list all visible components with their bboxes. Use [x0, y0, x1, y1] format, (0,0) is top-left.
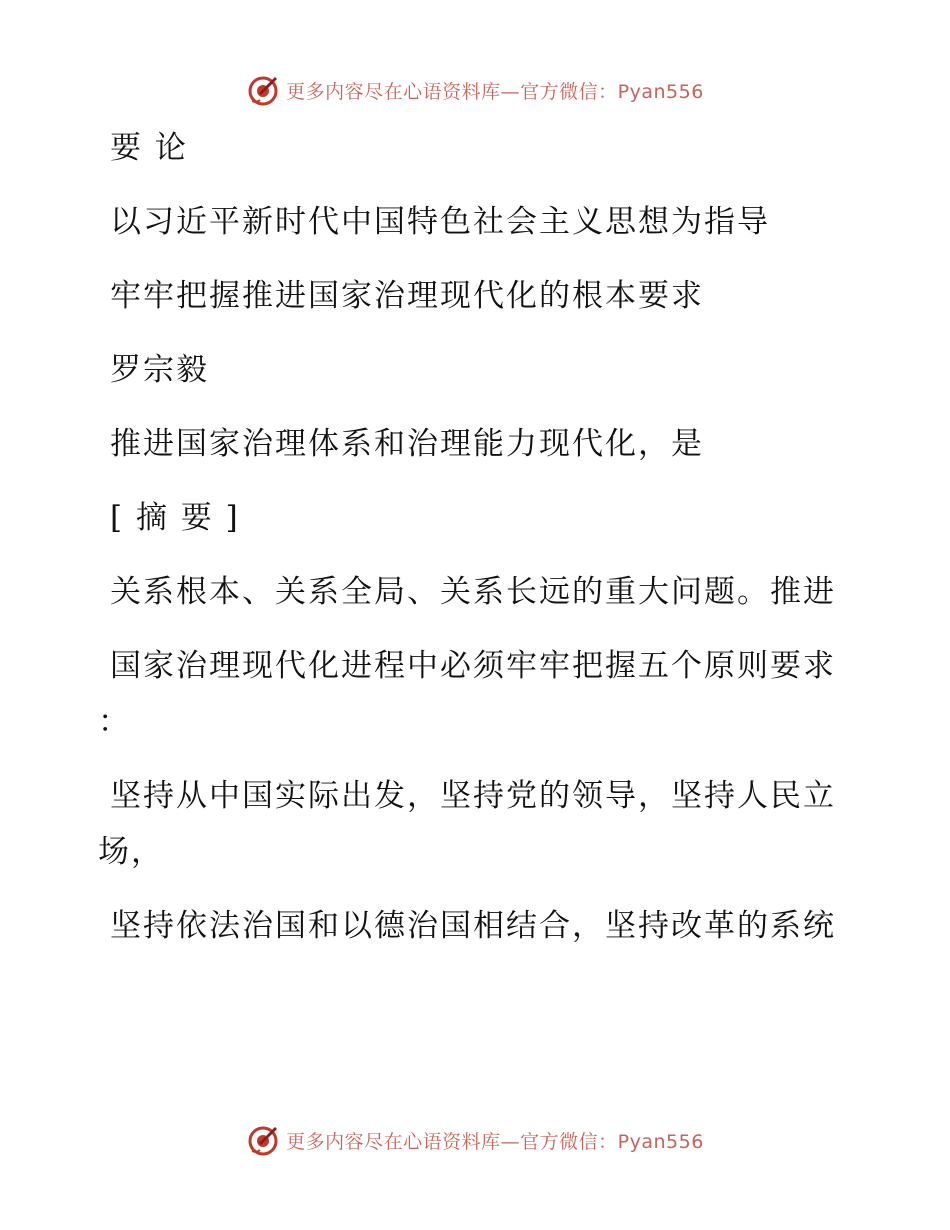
- footer-banner: [0, 1120, 950, 1160]
- title-line-1: 以习近平新时代中国特色社会主义思想为指导: [110, 204, 770, 240]
- author-name: 罗宗毅: [110, 352, 209, 388]
- paragraph: 关系根本、关系全局、关系长远的重大问题。推进: [110, 574, 836, 610]
- abstract-label: [ 摘 要 ]: [110, 500, 240, 536]
- wechat-id: Pyan556: [617, 1130, 704, 1153]
- pen-logo-icon: [246, 73, 280, 107]
- header-banner: [0, 70, 950, 110]
- wechat-id: Pyan556: [617, 80, 704, 103]
- intro-line: 推进国家治理体系和治理能力现代化，是: [110, 426, 704, 462]
- paragraph: 国家治理现代化进程中必须牢牢把握五个原则要求 ：: [98, 648, 836, 740]
- banner-text: 更多内容尽在心语资料库—官方微信：Pyan556: [286, 80, 704, 103]
- document-body: [98, 120, 838, 954]
- title-line-2: 牢牢把握推进国家治理现代化的根本要求: [110, 278, 704, 314]
- pen-logo-icon: [246, 1123, 280, 1157]
- section-heading: 要 论: [110, 130, 188, 166]
- paragraph: 坚持从中国实际出发，坚持党的领导，坚持人民立场，: [98, 778, 836, 870]
- paragraph: 坚持依法治国和以德治国相结合，坚持改革的系统: [110, 908, 836, 944]
- banner-text: 更多内容尽在心语资料库—官方微信：Pyan556: [286, 1130, 704, 1153]
